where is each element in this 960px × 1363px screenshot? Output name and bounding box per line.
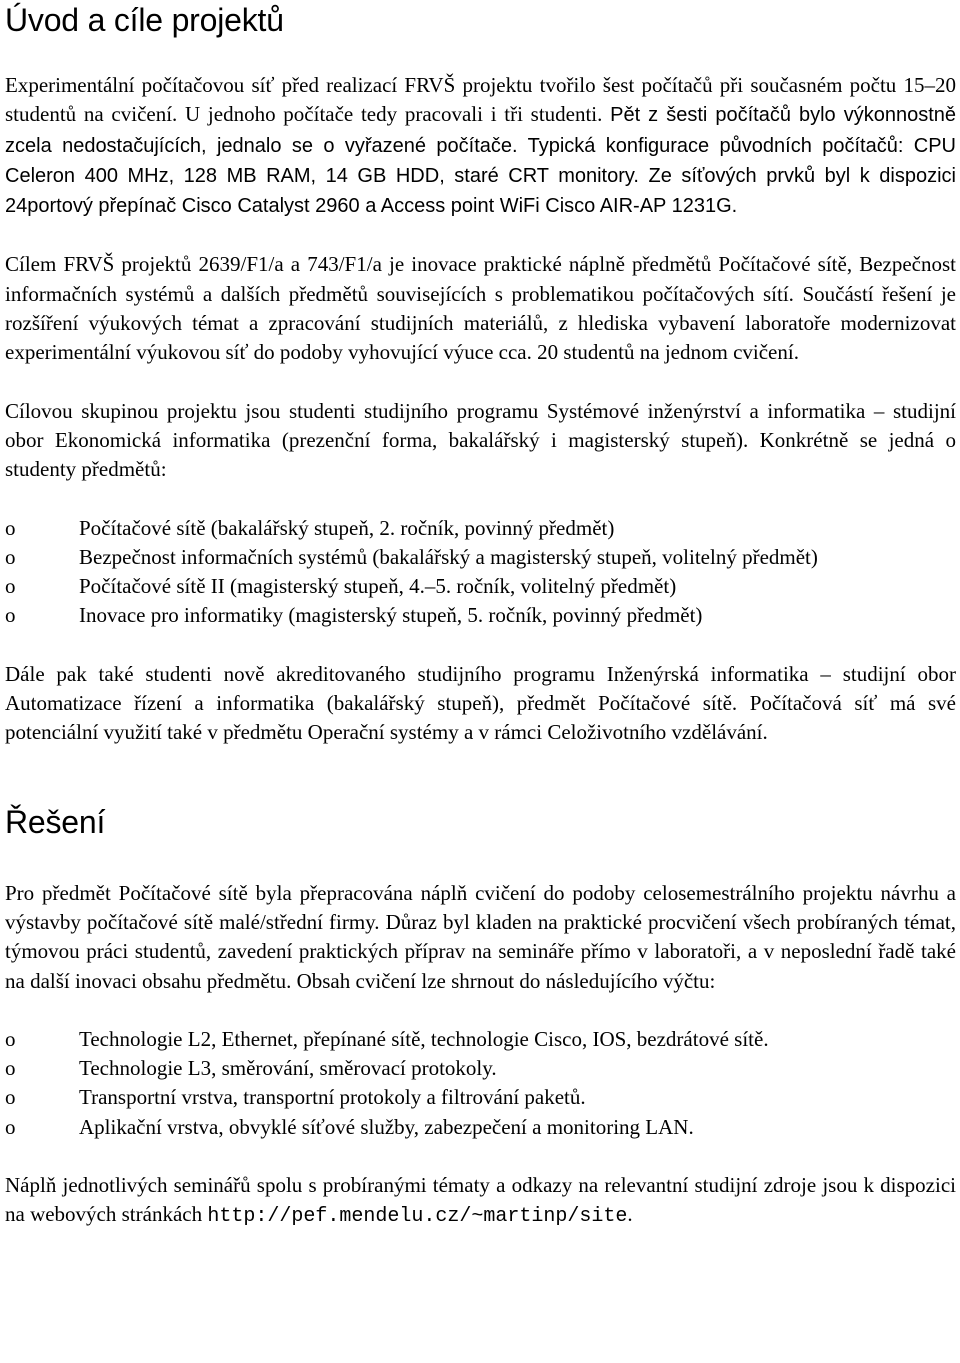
list-item-text: Transportní vrstva, transportní protokoly a filtrování paketů. [79, 1085, 586, 1110]
list-item-text: Inovace pro informatiky (magisterský stupeň, 5. ročník, povinný předmět) [79, 603, 703, 628]
list-item-text: Bezpečnost informačních systémů (bakalářský a magisterský stupeň, volitelný předmět) [79, 544, 818, 569]
closing-paragraph [5, 1171, 956, 1232]
list-item [5, 514, 956, 543]
list-bullet: o [5, 574, 16, 599]
list-item [5, 543, 956, 572]
list-bullet: o [5, 1026, 16, 1051]
topic-list [5, 1025, 956, 1142]
list-item [5, 601, 956, 630]
intro-serif-text: Experimentální počítačovou síť před realizací FRVŠ projektu tvořilo šest počítačů při současném počtu 15–20 studentů na cvičení. U jednoho počítače tedy pracovali i tři studenti. [5, 73, 956, 127]
list-bullet: o [5, 544, 16, 569]
section-heading-solution: Řešení [5, 803, 106, 840]
goal-paragraph: Cílem FRVŠ projektů 2639/F1/a a 743/F1/a je inovace praktické náplně předmětů Počítačové sítě, Bezpečnost informačních systémů a dalších předmětů souvisejících s problematikou počítačových sítí. Součástí řešení je rozšíření výukových témat a zpracování studijních materiálů, z hlediska vybavení laboratoře modernizovat experimentální výukovou síť do podoby vyhovující výuce cca. 20 studentů na jednom cvičení. [5, 252, 956, 365]
list-item-text: Počítačové sítě II (magisterský stupeň, 4.–5. ročník, volitelný předmět) [79, 574, 677, 599]
list-item-text: Technologie L2, Ethernet, přepínané sítě, technologie Cisco, IOS, bezdrátové sítě. [79, 1026, 769, 1051]
list-item-text: Technologie L3, směrování, směrovací protokoly. [79, 1056, 497, 1081]
list-item [5, 1113, 956, 1142]
closing-period: . [627, 1202, 633, 1227]
intro-paragraph [5, 71, 956, 221]
solution-paragraph: Pro předmět Počítačové sítě byla přepracována náplň cvičení do podoby celosemestrálního projektu návrhu a výstavby počítačové sítě malé/střední firmy. Důraz byl kladen na praktické procvičení všech probíraných témat, týmovou práci studentů, zavedení praktických příprav na semináře přímo v laboratoři, a v neposlední řadě také na další inovaci obsahu předmětu. Obsah cvičení lze shrnout do následujícího výčtu: [5, 880, 956, 993]
list-item-text: Počítačové sítě (bakalářský stupeň, 2. ročník, povinný předmět) [79, 515, 615, 540]
list-item [5, 1025, 956, 1054]
website-link[interactable]: http://pef.mendelu.cz/~martinp/site [207, 1205, 628, 1229]
list-item [5, 1054, 956, 1083]
section-heading-intro: Úvod a cíle projektů [5, 2, 284, 38]
list-bullet: o [5, 603, 16, 628]
list-bullet: o [5, 515, 16, 540]
target-group-paragraph: Cílovou skupinou projektu jsou studenti studijního programu Systémové inženýrství a informatika – studijní obor Ekonomická informatika (prezenční forma, bakalářský i magisterský stupeň). Konkrétně se jedná o studenty předmětů: [5, 398, 956, 482]
intro-sans-text: Pět z šesti počítačů bylo výkonnostně zcela nedostačujících, jednalo se o vyřazené počítače. Typická konfigurace původních počítačů: CPU Celeron 400 MHz, 128 MB RAM, 14 GB HDD, staré CRT monitory. Ze síťových prvků byl k dispozici 24portový přepínač Cisco Catalyst 2960 a Access point WiFi Cisco AIR-AP 1231G. [5, 104, 957, 218]
closing-text: Náplň jednotlivých seminářů spolu s probíranými tématy a odkazy na relevantní studijní zdroje jsou k dispozici na webových stránkách [5, 1173, 956, 1227]
further-paragraph: Dále pak také studenti nově akreditovaného studijního programu Inženýrská informatika – studijní obor Automatizace řízení a informatika (bakalářský stupeň), předmět Počítačové sítě. Počítačová síť má své potenciální využití také v předmětu Operační systémy a v rámci Celoživotního vzdělávání. [5, 661, 956, 745]
list-item [5, 1083, 956, 1112]
document-page [5, 0, 956, 1232]
course-list [5, 514, 956, 631]
list-bullet: o [5, 1114, 16, 1139]
list-item-text: Aplikační vrstva, obvyklé síťové služby, zabezpečení a monitoring LAN. [79, 1114, 694, 1139]
list-bullet: o [5, 1056, 16, 1081]
list-item [5, 572, 956, 601]
list-bullet: o [5, 1085, 16, 1110]
